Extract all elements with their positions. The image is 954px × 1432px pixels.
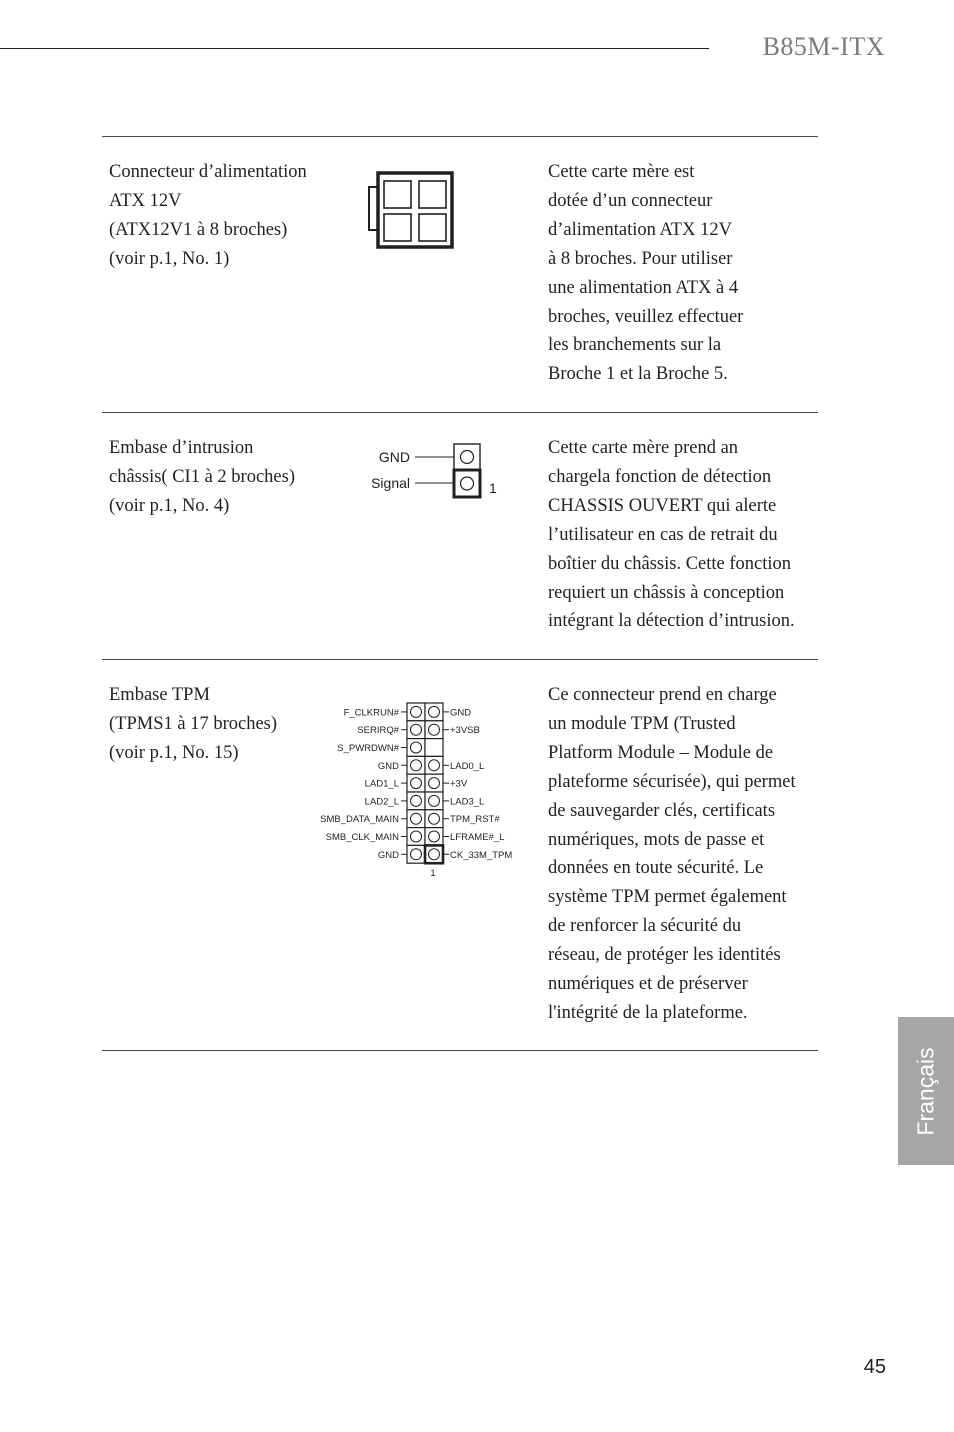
text-line: l’utilisateur en cas de retrait du: [548, 524, 778, 545]
text-line: (ATX12V1 à 8 broches): [109, 219, 288, 240]
signal-pin-label: Signal: [371, 475, 410, 491]
chassis-intrusion-description: [548, 434, 795, 636]
pin-cell: [425, 739, 443, 757]
text-line: intégrant la détection d’intrusion.: [548, 611, 795, 632]
pin-label-left: SERIRQ#: [357, 725, 399, 737]
pin-cell: [407, 774, 425, 792]
text-line: numériques, mots de passe et: [548, 829, 765, 850]
text-line: Cette carte mère prend an: [548, 438, 739, 458]
text-line: données en toute sécurité. Le: [548, 858, 764, 879]
text-line: (voir p.1, No. 4): [109, 495, 230, 516]
text-line: les branchements sur la: [548, 335, 722, 356]
pin-cell: [425, 756, 443, 774]
text-line: (voir p.1, No. 1): [109, 248, 230, 269]
pin-label-right: +3V: [450, 778, 468, 790]
text-line: (TPMS1 à 17 broches): [109, 713, 278, 734]
pin-cell: [407, 792, 425, 810]
text-line: boîtier du châssis. Cette fonction: [548, 553, 792, 574]
pin-label-right: TPM_RST#: [450, 814, 500, 826]
pin-cell: [425, 810, 443, 828]
pin-cell: [425, 703, 443, 721]
row-divider: [102, 659, 818, 660]
atx12v-title: [109, 158, 307, 274]
language-tab-label: Français: [912, 1046, 939, 1136]
text-line: Cette carte mère est: [548, 162, 695, 182]
text-line: Broche 1 et la Broche 5.: [548, 364, 728, 385]
pin-label-left: SMB_CLK_MAIN: [325, 832, 399, 843]
text-line: broches, veuillez effectuer: [548, 306, 744, 327]
text-line: plateforme sécurisée), qui permet: [548, 771, 796, 792]
text-line: numériques et de préserver: [548, 974, 748, 995]
text-line: l'intégrité de la plateforme.: [548, 1002, 748, 1023]
text-line: requiert un châssis à conception: [548, 582, 785, 603]
page-number: 45: [863, 1356, 886, 1378]
pin-label-left: GND: [377, 849, 399, 861]
pin-cell: [407, 828, 425, 846]
pin-label-right: LFRAME#_L: [450, 832, 505, 843]
chassis-intrusion-title: [109, 434, 295, 521]
pin-cell: [407, 845, 425, 863]
text-line: système TPM permet également: [548, 887, 787, 908]
text-line: un module TPM (Trusted: [548, 713, 736, 734]
pin-label-right: +3VSB: [450, 725, 480, 737]
atx12v-connector-diagram: [366, 170, 456, 252]
pin-cell: [425, 845, 443, 863]
pin-label-right: LAD3_L: [450, 796, 485, 808]
chassis-intrusion-diagram: [355, 440, 515, 504]
text-line: Connecteur d’alimentation: [109, 162, 307, 182]
text-line: châssis( CI1 à 2 broches): [109, 466, 295, 487]
tpm-header-diagram: [300, 700, 530, 880]
row-divider: [102, 1050, 818, 1051]
text-line: CHASSIS OUVERT qui alerte: [548, 495, 777, 516]
text-line: d’alimentation ATX 12V: [548, 219, 732, 240]
pin-cell: [407, 703, 425, 721]
pin-cell: [425, 792, 443, 810]
pin-cell: [407, 721, 425, 739]
atx12v-description: [548, 158, 743, 389]
text-line: Embase TPM: [109, 685, 210, 705]
pin-cell: [407, 739, 425, 757]
pin-label-right: LAD0_L: [450, 760, 485, 772]
text-line: une alimentation ATX à 4: [548, 277, 739, 298]
pin-cell: [407, 756, 425, 774]
tpm-description: [548, 681, 796, 1028]
text-line: dotée d’un connecteur: [548, 190, 713, 211]
pin-label-left: S_PWRDWN#: [337, 743, 399, 754]
text-line: Platform Module – Module de: [548, 742, 774, 763]
language-tab: [898, 1017, 954, 1165]
pin-label-right: GND: [450, 707, 472, 719]
text-line: de sauvegarder clés, certificats: [548, 800, 776, 821]
pin-label-right: CK_33M_TPM: [450, 849, 513, 861]
pin-label-left: F_CLKRUN#: [343, 707, 399, 719]
row-divider: [102, 136, 818, 137]
text-line: réseau, de protéger les identités: [548, 945, 781, 966]
pin-cell: [425, 721, 443, 739]
pin-cell: [407, 810, 425, 828]
text-line: de renforcer la sécurité du: [548, 916, 742, 937]
pin-label-left: LAD1_L: [364, 778, 399, 790]
pin-label-left: GND: [377, 760, 399, 772]
gnd-pin-label: GND: [378, 449, 410, 465]
text-line: à 8 broches. Pour utiliser: [548, 248, 733, 269]
text-line: Ce connecteur prend en charge: [548, 685, 777, 705]
tpm-title: [109, 681, 277, 768]
model-title: B85M-ITX: [762, 32, 885, 61]
text-line: (voir p.1, No. 15): [109, 742, 239, 763]
pin-label-left: SMB_DATA_MAIN: [320, 814, 399, 826]
text-line: chargela fonction de détection: [548, 466, 772, 487]
pin-one-label: 1: [489, 480, 497, 496]
pin-one-label: 1: [430, 868, 436, 879]
pin-cell: [425, 828, 443, 846]
row-divider: [102, 412, 818, 413]
text-line: ATX 12V: [109, 190, 182, 211]
pin-cell: [425, 774, 443, 792]
header-rule: [0, 48, 709, 49]
text-line: Embase d’intrusion: [109, 438, 254, 458]
pin-label-left: LAD2_L: [364, 796, 399, 808]
